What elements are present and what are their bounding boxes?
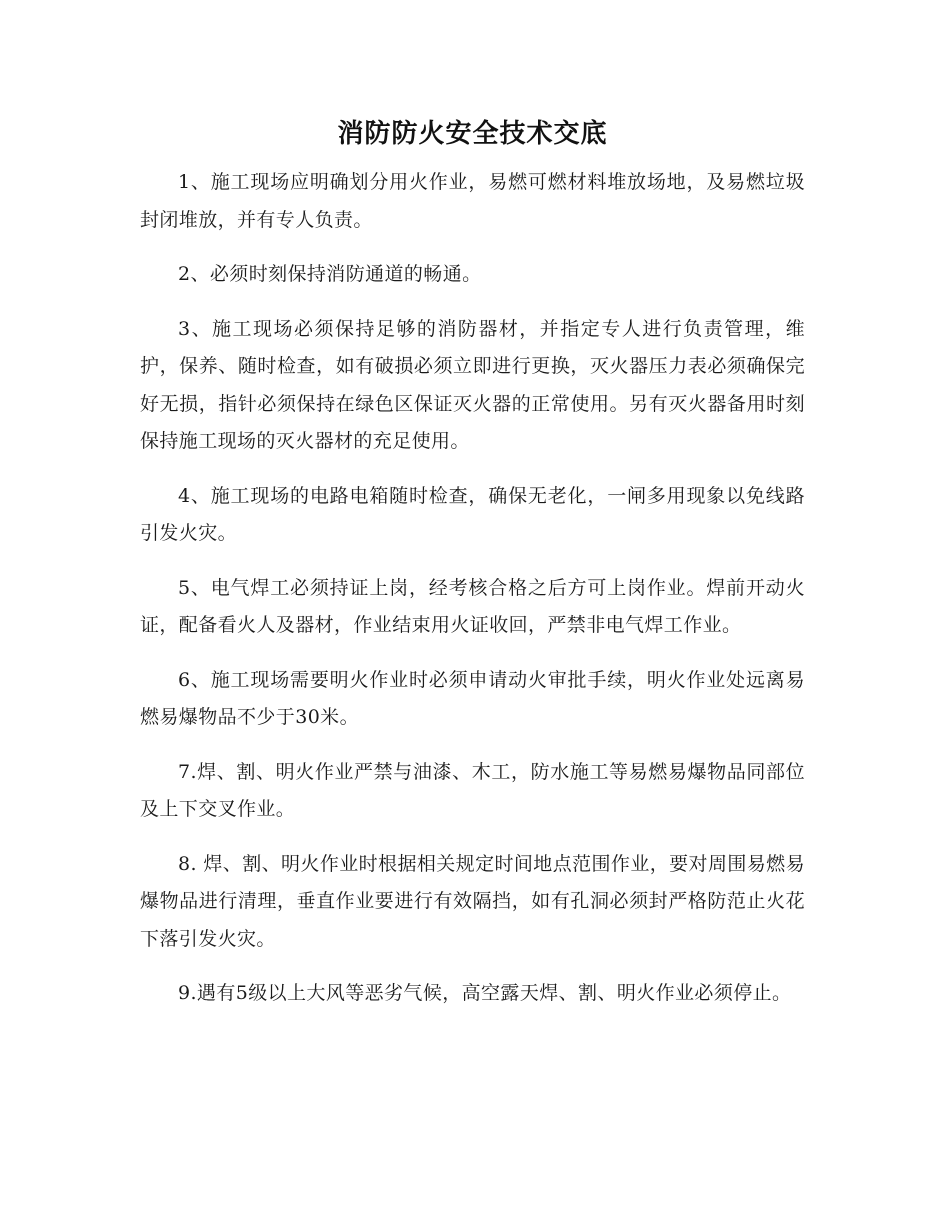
paragraph-1: 1、施工现场应明确划分用火作业，易燃可燃材料堆放场地，及易燃垃圾封闭堆放，并有专人负责。 <box>140 171 805 231</box>
paragraph-7: 7.焊、割、明火作业严禁与油漆、木工，防水施工等易燃易爆物品同部位及上下交叉作业。 <box>140 760 805 820</box>
paragraph-8: 8. 焊、割、明火作业时根据相关规定时间地点范围作业，要对周围易燃易爆物品进行清理，垂直作业要进行有效隔挡，如有孔洞必须封严格防范止火花下落引发火灾。 <box>140 852 805 950</box>
paragraph-2: 2、必须时刻保持消防通道的畅通。 <box>178 263 482 285</box>
paragraph-6: 6、施工现场需要明火作业时必须申请动火审批手续，明火作业处远离易燃易爆物品不少于30米。 <box>140 668 805 728</box>
document-page <box>140 112 805 1030</box>
paragraph-5: 5、电气焊工必须持证上岗，经考核合格之后方可上岗作业。焊前开动火证，配备看火人及器材，作业结束用火证收回，严禁非电气焊工作业。 <box>140 576 805 636</box>
paragraph-4: 4、施工现场的电路电箱随时检查，确保无老化，一闸多用现象以免线路引发火灾。 <box>140 484 805 544</box>
paragraph-3: 3、施工现场必须保持足够的消防器材，并指定专人进行负责管理，维护，保养、随时检查，如有破损必须立即进行更换，灭火器压力表必须确保完好无损，指针必须保持在绿色区保证灭火器的正常使用。另有灭火器备用时刻保持施工现场的灭火器材的充足使用。 <box>140 317 805 452</box>
paragraph-9: 9.遇有5级以上大风等恶劣气候，高空露天焊、割、明火作业必须停止。 <box>178 982 792 1004</box>
document-title: 消防防火安全技术交底 <box>337 119 608 149</box>
